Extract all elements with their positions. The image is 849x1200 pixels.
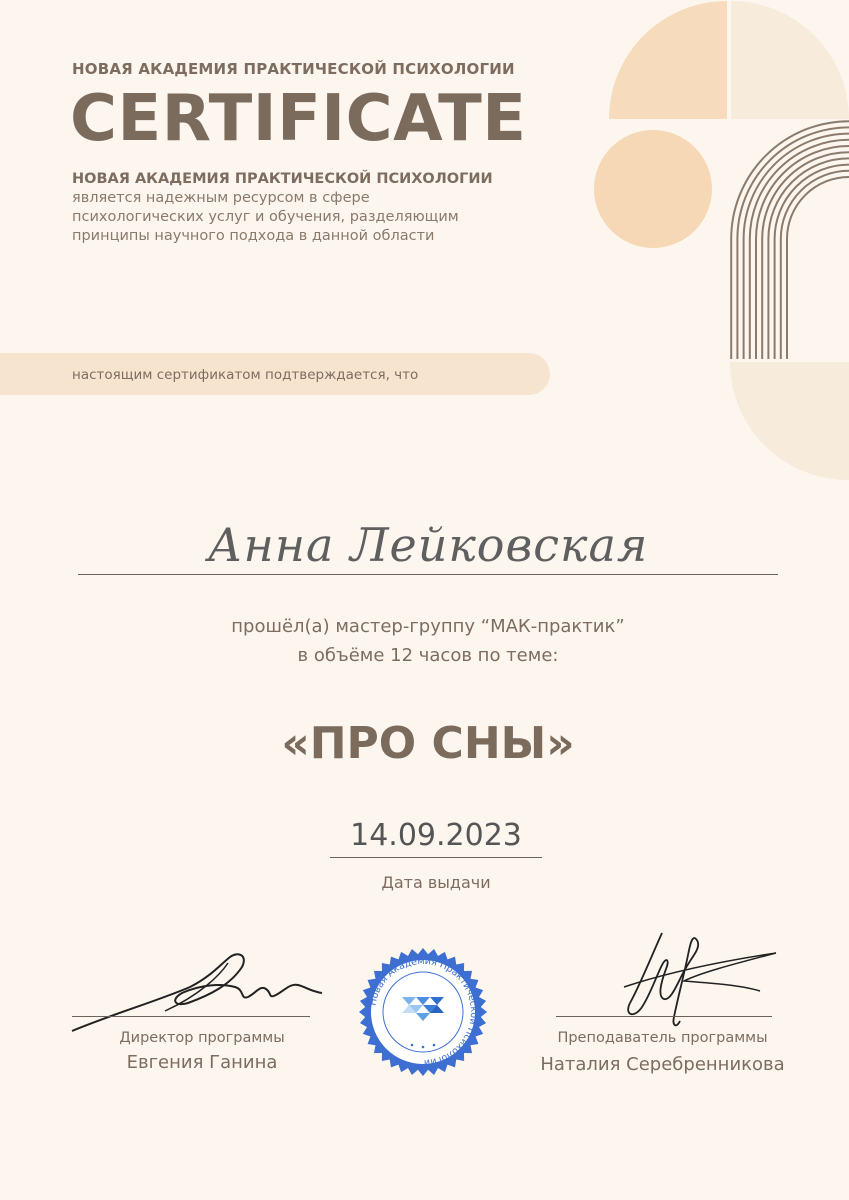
director-role: Директор программы bbox=[119, 1030, 285, 1046]
seal-text: Новая Академия Практической Психологии bbox=[367, 955, 480, 1069]
director-name: Евгения Ганина bbox=[126, 1052, 278, 1073]
teacher-signature-line bbox=[556, 1016, 772, 1017]
academy-name-header: НОВАЯ АКАДЕМИЯ ПРАКТИЧЕСКОЙ ПСИХОЛОГИИ bbox=[72, 60, 515, 78]
quarter-disc-bottom bbox=[730, 362, 849, 480]
course-description-line-1: прошёл(а) мастер-группу “МАК-практик” bbox=[231, 616, 625, 637]
director-signature-line bbox=[72, 1016, 310, 1017]
peach-circle bbox=[594, 130, 712, 248]
quarter-disc-peach bbox=[609, 1, 727, 119]
arch-line bbox=[775, 165, 849, 359]
arch-line bbox=[744, 134, 849, 359]
issue-date: 14.09.2023 bbox=[350, 818, 522, 853]
teacher-name: Наталия Серебренникова bbox=[540, 1054, 785, 1075]
confirmation-text: настоящим сертификатом подтверждается, что bbox=[72, 367, 419, 383]
course-description bbox=[78, 612, 778, 670]
arch-line bbox=[787, 177, 849, 359]
recipient-underline bbox=[78, 574, 778, 575]
issue-date-underline bbox=[330, 857, 542, 858]
teacher-signature-scribble bbox=[600, 925, 790, 1035]
recipient-name: Анна Лейковская bbox=[207, 518, 649, 572]
arch-line bbox=[737, 127, 849, 359]
academy-seal bbox=[356, 945, 490, 1079]
intro-line-3: принципы научного подхода в данной области bbox=[72, 228, 435, 244]
intro-academy-name: НОВАЯ АКАДЕМИЯ ПРАКТИЧЕСКОЙ ПСИХОЛОГИИ bbox=[72, 171, 493, 187]
intro-line-1: является надежным ресурсом в сфере bbox=[72, 190, 370, 206]
arch-line bbox=[781, 171, 849, 359]
director-signature-scribble bbox=[70, 945, 330, 1035]
arch-lines bbox=[731, 121, 849, 359]
certificate-title: CERTIFICATE bbox=[70, 82, 527, 156]
issue-date-label: Дата выдачи bbox=[381, 873, 491, 892]
intro-paragraph bbox=[72, 170, 542, 246]
course-description-line-2: в объёме 12 часов по теме: bbox=[297, 645, 559, 666]
intro-line-2: психологических услуг и обучения, разделяющим bbox=[72, 209, 459, 225]
quarter-disc-cream bbox=[731, 1, 849, 119]
course-topic: «ПРО СНЫ» bbox=[281, 718, 575, 769]
teacher-role: Преподаватель программы bbox=[557, 1030, 768, 1046]
